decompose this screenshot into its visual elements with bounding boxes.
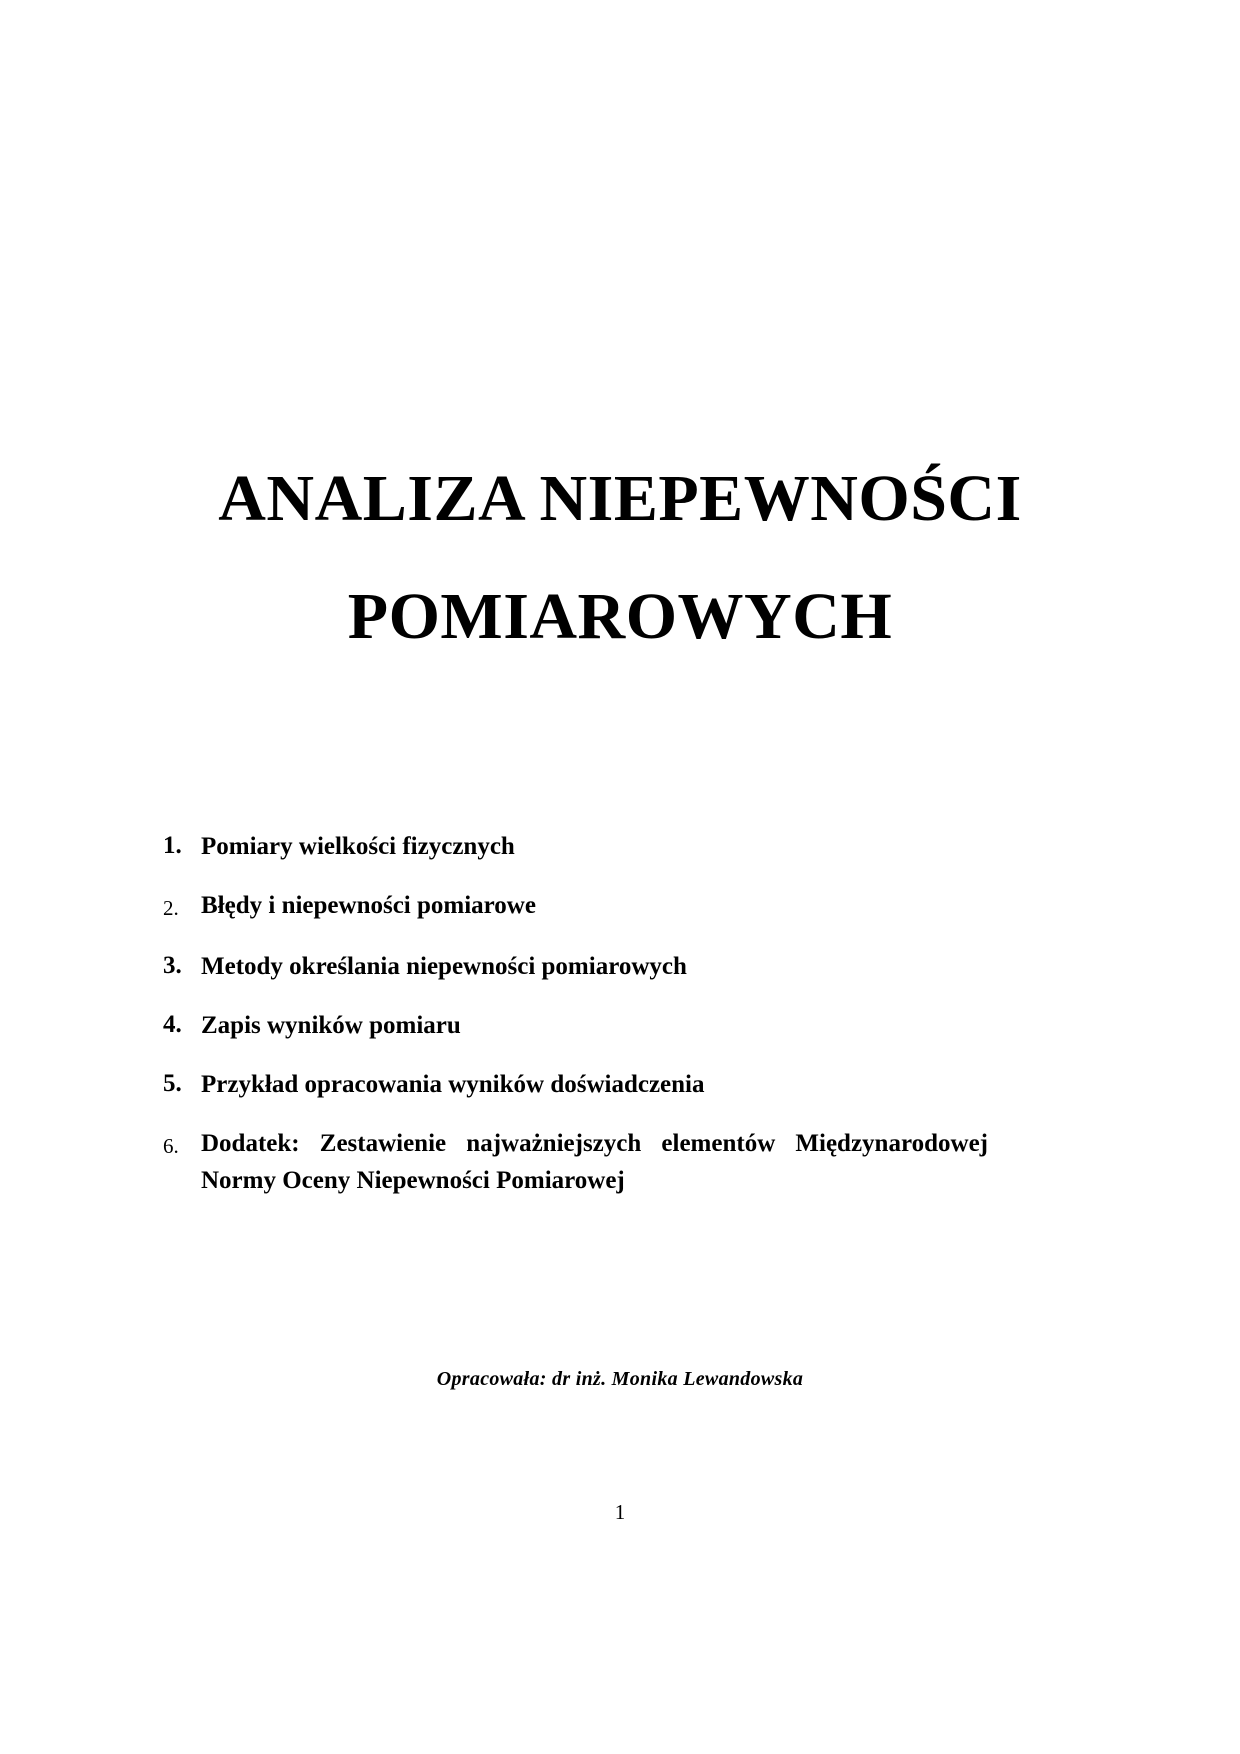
list-item-label: Przykład opracowania wyników doświadczenia — [201, 1071, 705, 1098]
list-item-number: 6. — [163, 1134, 179, 1158]
title-line-1: ANALIZA NIEPEWNOŚCI — [218, 462, 1022, 535]
list-item — [163, 887, 988, 926]
list-item-label: Zapis wyników pomiaru — [201, 1012, 461, 1039]
list-item-number: 1. — [163, 832, 182, 859]
list-item-number: 2. — [163, 896, 179, 920]
list-item-number: 4. — [163, 1011, 182, 1038]
author-line: Opracowała: dr inż. Monika Lewandowska — [436, 1368, 804, 1390]
list-item-label: Dodatek: Zestawienie najważniejszych elementów Międzynarodowej Normy Oceny Niepewności Pomiarowej — [201, 1130, 988, 1194]
page-number: 1 — [614, 1500, 626, 1524]
list-item-label: Pomiary wielkości fizycznych — [201, 833, 515, 860]
list-item-number: 3. — [163, 952, 182, 979]
list-item — [163, 948, 988, 985]
list-item — [163, 828, 988, 865]
title-line-2: POMIAROWYCH — [347, 580, 893, 653]
list-item-label: Błędy i niepewności pomiarowe — [201, 892, 536, 919]
table-of-contents — [163, 828, 988, 1221]
list-item — [163, 1125, 988, 1199]
list-item — [163, 1007, 988, 1044]
list-item-label: Metody określania niepewności pomiarowych — [201, 953, 687, 980]
list-item-number: 5. — [163, 1070, 182, 1097]
list-item — [163, 1066, 988, 1103]
page-title — [0, 440, 1240, 676]
